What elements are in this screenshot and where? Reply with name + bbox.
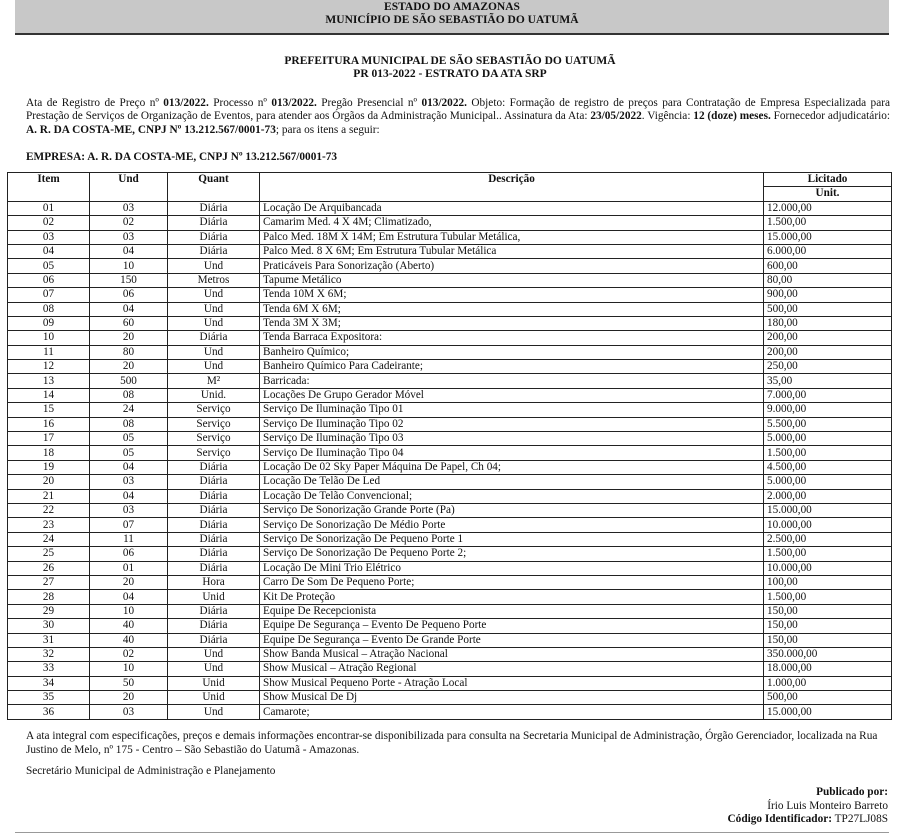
table-row (8, 388, 892, 402)
cell-item: 04 (8, 244, 90, 258)
table-row (8, 374, 892, 388)
table-row (8, 345, 892, 359)
cell-valor: 15.000,00 (764, 705, 892, 719)
cell-quant: Diária (168, 201, 260, 215)
table-header-row (8, 173, 892, 187)
table-row (8, 575, 892, 589)
cell-und: 07 (90, 518, 168, 532)
cell-und: 03 (90, 475, 168, 489)
cell-item: 20 (8, 475, 90, 489)
cell-descricao: Serviço De Iluminação Tipo 02 (260, 417, 764, 431)
cell-descricao: Palco Med. 8 X 6M; Em Estrutura Tubular Metálica (260, 244, 764, 258)
table-row (8, 288, 892, 302)
secretary-title: Secretário Municipal de Administração e Planejamento (26, 765, 276, 777)
cell-quant: Unid (168, 590, 260, 604)
cell-item: 10 (8, 331, 90, 345)
intro-text-5: . Vigência: (641, 110, 694, 123)
cell-und: 03 (90, 503, 168, 517)
cell-quant: Diária (168, 633, 260, 647)
cell-descricao: Carro De Som De Pequeno Porte; (260, 575, 764, 589)
cell-item: 14 (8, 388, 90, 402)
cell-valor: 2.000,00 (764, 489, 892, 503)
cell-quant: Metros (168, 273, 260, 287)
assinatura-date: 23/05/2022 (590, 110, 642, 123)
cell-und: 20 (90, 331, 168, 345)
cell-und: 40 (90, 619, 168, 633)
cell-und: 05 (90, 446, 168, 460)
code-value: TP27LJ08S (834, 813, 888, 826)
table-row (8, 460, 892, 474)
cell-item: 30 (8, 619, 90, 633)
cell-und: 60 (90, 316, 168, 330)
cell-valor: 4.500,00 (764, 460, 892, 474)
cell-quant: Und (168, 259, 260, 273)
table-row (8, 619, 892, 633)
cell-item: 33 (8, 662, 90, 676)
cell-item: 21 (8, 489, 90, 503)
table-body (8, 201, 892, 719)
cell-item: 15 (8, 403, 90, 417)
title-line-2: PR 013-2022 - ESTRATO DA ATA SRP (353, 68, 547, 80)
cell-valor: 150,00 (764, 604, 892, 618)
cell-quant: Diária (168, 518, 260, 532)
cell-quant: M² (168, 374, 260, 388)
cell-und: 06 (90, 547, 168, 561)
cell-item: 03 (8, 230, 90, 244)
cell-valor: 900,00 (764, 288, 892, 302)
table-row (8, 604, 892, 618)
cell-und: 05 (90, 432, 168, 446)
intro-paragraph (26, 97, 890, 137)
table-row (8, 532, 892, 546)
cell-und: 08 (90, 417, 168, 431)
cell-valor: 6.000,00 (764, 244, 892, 258)
cell-descricao: Locação De 02 Sky Paper Máquina De Papel, Ch 04; (260, 460, 764, 474)
cell-valor: 1.500,00 (764, 446, 892, 460)
cell-quant: Serviço (168, 432, 260, 446)
table-row (8, 691, 892, 705)
cell-quant: Serviço (168, 417, 260, 431)
table-row (8, 360, 892, 374)
table-row (8, 647, 892, 661)
cell-und: 10 (90, 259, 168, 273)
cell-descricao: Serviço De Iluminação Tipo 04 (260, 446, 764, 460)
cell-valor: 1.500,00 (764, 547, 892, 561)
cell-und: 08 (90, 388, 168, 402)
cell-quant: Diária (168, 230, 260, 244)
cell-und: 04 (90, 590, 168, 604)
cell-item: 25 (8, 547, 90, 561)
table-row (8, 503, 892, 517)
cell-descricao: Serviço De Sonorização De Médio Porte (260, 518, 764, 532)
table-row (8, 518, 892, 532)
cell-quant: Und (168, 345, 260, 359)
cell-und: 04 (90, 244, 168, 258)
empresa-heading: EMPRESA: A. R. DA COSTA-ME, CNPJ Nº 13.212.567/0001-73 (26, 151, 338, 163)
published-by-label: Publicado por: (816, 786, 888, 798)
cell-quant: Und (168, 360, 260, 374)
code-label: Código Identificador: (727, 813, 833, 826)
table-row (8, 705, 892, 719)
cell-quant: Diária (168, 216, 260, 230)
cell-descricao: Serviço De Sonorização De Pequeno Porte 2; (260, 547, 764, 561)
document-title (0, 55, 900, 81)
cell-descricao: Tenda 10M X 6M; (260, 288, 764, 302)
cell-item: 07 (8, 288, 90, 302)
cell-item: 22 (8, 503, 90, 517)
table-row (8, 331, 892, 345)
cell-valor: 500,00 (764, 302, 892, 316)
cell-quant: Unid. (168, 388, 260, 402)
cell-valor: 5.000,00 (764, 475, 892, 489)
cell-quant: Und (168, 662, 260, 676)
cell-descricao: Show Musical De Dj (260, 691, 764, 705)
intro-text-6: Fornecedor adjudicatário: (770, 110, 891, 123)
cell-item: 06 (8, 273, 90, 287)
table-row (8, 230, 892, 244)
cell-item: 26 (8, 561, 90, 575)
table-row (8, 302, 892, 316)
cell-und: 04 (90, 489, 168, 503)
cell-valor: 250,00 (764, 360, 892, 374)
cell-und: 10 (90, 604, 168, 618)
cell-valor: 200,00 (764, 331, 892, 345)
cell-valor: 150,00 (764, 619, 892, 633)
table-row (8, 489, 892, 503)
header-licitado: Licitado (764, 173, 892, 187)
cell-quant: Diária (168, 532, 260, 546)
cell-item: 05 (8, 259, 90, 273)
cell-descricao: Banheiro Químico Para Cadeirante; (260, 360, 764, 374)
table-row (8, 201, 892, 215)
cell-quant: Und (168, 647, 260, 661)
cell-descricao: Serviço De Iluminação Tipo 03 (260, 432, 764, 446)
cell-quant: Serviço (168, 446, 260, 460)
cell-quant: Diária (168, 604, 260, 618)
intro-text-7: ; para os itens a seguir: (275, 123, 380, 136)
cell-valor: 5.500,00 (764, 417, 892, 431)
table-row (8, 403, 892, 417)
cell-und: 01 (90, 561, 168, 575)
title-line-1: PREFEITURA MUNICIPAL DE SÃO SEBASTIÃO DO UATUMÃ (284, 55, 616, 67)
cell-descricao: Show Banda Musical – Atração Nacional (260, 647, 764, 661)
cell-und: 03 (90, 705, 168, 719)
cell-quant: Diária (168, 475, 260, 489)
cell-item: 24 (8, 532, 90, 546)
cell-descricao: Tapume Metálico (260, 273, 764, 287)
cell-descricao: Camarim Med. 4 X 4M; Climatizado, (260, 216, 764, 230)
cell-quant: Diária (168, 460, 260, 474)
table-row (8, 216, 892, 230)
cell-item: 28 (8, 590, 90, 604)
bottom-divider (15, 832, 889, 833)
cell-descricao: Banheiro Químico; (260, 345, 764, 359)
cell-valor: 200,00 (764, 345, 892, 359)
cell-descricao: Serviço De Sonorização De Pequeno Porte 1 (260, 532, 764, 546)
cell-item: 16 (8, 417, 90, 431)
cell-valor: 7.000,00 (764, 388, 892, 402)
cell-descricao: Barricada: (260, 374, 764, 388)
cell-descricao: Locações De Grupo Gerador Móvel (260, 388, 764, 402)
cell-descricao: Locação De Telão Convencional; (260, 489, 764, 503)
cell-quant: Serviço (168, 403, 260, 417)
cell-descricao: Locação De Mini Trio Elétrico (260, 561, 764, 575)
cell-quant: Diária (168, 619, 260, 633)
cell-und: 50 (90, 676, 168, 690)
header-item: Item (8, 173, 90, 202)
intro-text-1: Ata de Registro de Preço nº (26, 97, 164, 109)
cell-valor: 1.500,00 (764, 216, 892, 230)
cell-und: 40 (90, 633, 168, 647)
cell-valor: 180,00 (764, 316, 892, 330)
processo-number: 013/2022. (271, 97, 317, 109)
cell-valor: 15.000,00 (764, 503, 892, 517)
cell-und: 10 (90, 662, 168, 676)
cell-quant: Unid (168, 691, 260, 705)
cell-quant: Und (168, 302, 260, 316)
cell-item: 19 (8, 460, 90, 474)
cell-und: 04 (90, 460, 168, 474)
cell-und: 20 (90, 360, 168, 374)
cell-quant: Und (168, 316, 260, 330)
header-descricao: Descrição (260, 173, 764, 202)
cell-und: 06 (90, 288, 168, 302)
cell-valor: 35,00 (764, 374, 892, 388)
cell-item: 08 (8, 302, 90, 316)
cell-item: 31 (8, 633, 90, 647)
cell-valor: 1.000,00 (764, 676, 892, 690)
cell-quant: Diária (168, 503, 260, 517)
footer-note: A ata integral com especificações, preços e demais informações encontrar-se disponibilizada para consulta na Secretaria Municipal de Administração, Órgão Gerenciador, localizada na Rua Justino de Melo, nº 175 - Centro – São Sebastião do Uatumã - Amazonas. (26, 730, 878, 756)
cell-und: 80 (90, 345, 168, 359)
cell-quant: Diária (168, 489, 260, 503)
cell-descricao: Camarote; (260, 705, 764, 719)
cell-item: 09 (8, 316, 90, 330)
cell-item: 32 (8, 647, 90, 661)
cell-descricao: Tenda 6M X 6M; (260, 302, 764, 316)
cell-descricao: Serviço De Iluminação Tipo 01 (260, 403, 764, 417)
table-row (8, 547, 892, 561)
header-quant: Quant (168, 173, 260, 202)
header-band (15, 0, 889, 35)
table-row (8, 662, 892, 676)
publication-block (728, 786, 888, 827)
table-row (8, 417, 892, 431)
cell-valor: 10.000,00 (764, 518, 892, 532)
cell-descricao: Serviço De Sonorização Grande Porte (Pa) (260, 503, 764, 517)
cell-descricao: Show Musical – Atração Regional (260, 662, 764, 676)
table-row (8, 633, 892, 647)
cell-descricao: Equipe De Segurança – Evento De Grande Porte (260, 633, 764, 647)
vigencia: 12 (doze) meses. (693, 110, 771, 123)
table-row (8, 676, 892, 690)
cell-descricao: Tenda Barraca Expositora: (260, 331, 764, 345)
cell-und: 500 (90, 374, 168, 388)
table-row (8, 244, 892, 258)
cell-descricao: Tenda 3M X 3M; (260, 316, 764, 330)
cell-valor: 1.500,00 (764, 590, 892, 604)
header-und: Und (90, 173, 168, 202)
state-name: ESTADO DO AMAZONAS (384, 1, 520, 13)
cell-valor: 150,00 (764, 633, 892, 647)
ata-number: 013/2022. (163, 97, 209, 109)
cell-quant: Unid (168, 676, 260, 690)
cell-und: 02 (90, 216, 168, 230)
cell-und: 150 (90, 273, 168, 287)
cell-und: 24 (90, 403, 168, 417)
cell-item: 35 (8, 691, 90, 705)
cell-quant: Diária (168, 331, 260, 345)
cell-valor: 9.000,00 (764, 403, 892, 417)
fornecedor: A. R. DA COSTA-ME, CNPJ Nº 13.212.567/0001-73 (26, 123, 276, 136)
table-row (8, 561, 892, 575)
publisher-name: Írio Luis Monteiro Barreto (767, 799, 888, 812)
cell-item: 34 (8, 676, 90, 690)
table-row (8, 475, 892, 489)
intro-text-2: Processo nº (208, 97, 272, 109)
cell-quant: Und (168, 288, 260, 302)
cell-descricao: Equipe De Recepcionista (260, 604, 764, 618)
cell-valor: 2.500,00 (764, 532, 892, 546)
cell-descricao: Kit De Proteção (260, 590, 764, 604)
cell-valor: 10.000,00 (764, 561, 892, 575)
pregao-number: 013/2022. (421, 97, 467, 109)
cell-descricao: Locação De Arquibancada (260, 201, 764, 215)
table-row (8, 432, 892, 446)
municipality-name: MUNICÍPIO DE SÃO SEBASTIÃO DO UATUMÃ (325, 14, 579, 26)
table-row (8, 273, 892, 287)
cell-descricao: Show Musical Pequeno Porte - Atração Local (260, 676, 764, 690)
cell-valor: 600,00 (764, 259, 892, 273)
cell-quant: Diária (168, 244, 260, 258)
cell-item: 36 (8, 705, 90, 719)
cell-valor: 18.000,00 (764, 662, 892, 676)
header-unit: Unit. (764, 187, 892, 201)
cell-item: 01 (8, 201, 90, 215)
cell-item: 12 (8, 360, 90, 374)
cell-item: 18 (8, 446, 90, 460)
cell-item: 27 (8, 575, 90, 589)
cell-item: 17 (8, 432, 90, 446)
cell-item: 29 (8, 604, 90, 618)
cell-valor: 5.000,00 (764, 432, 892, 446)
cell-quant: Diária (168, 547, 260, 561)
items-table (7, 172, 892, 720)
cell-descricao: Equipe De Segurança – Evento De Pequeno Porte (260, 619, 764, 633)
table-row (8, 316, 892, 330)
cell-descricao: Praticáveis Para Sonorização (Aberto) (260, 259, 764, 273)
cell-descricao: Palco Med. 18M X 14M; Em Estrutura Tubular Metálica, (260, 230, 764, 244)
cell-valor: 100,00 (764, 575, 892, 589)
cell-item: 02 (8, 216, 90, 230)
cell-item: 11 (8, 345, 90, 359)
cell-valor: 500,00 (764, 691, 892, 705)
cell-valor: 12.000,00 (764, 201, 892, 215)
cell-und: 11 (90, 532, 168, 546)
intro-text-3: Pregão Presencial nº (316, 97, 422, 109)
table-row (8, 259, 892, 273)
cell-item: 23 (8, 518, 90, 532)
cell-und: 03 (90, 201, 168, 215)
cell-und: 04 (90, 302, 168, 316)
intro-text-4: Objeto: Formação de registro de preços para Contratação de Empresa Especializada para Prestação de Serviços de Organização de Eventos, para atender aos Órgãos da Administração Municipal.. Assinatura da Ata: (26, 97, 890, 123)
cell-quant: Und (168, 705, 260, 719)
cell-und: 20 (90, 575, 168, 589)
table-row (8, 590, 892, 604)
cell-und: 03 (90, 230, 168, 244)
cell-valor: 80,00 (764, 273, 892, 287)
cell-valor: 15.000,00 (764, 230, 892, 244)
cell-quant: Diária (168, 561, 260, 575)
cell-descricao: Locação De Telão De Led (260, 475, 764, 489)
cell-valor: 350.000,00 (764, 647, 892, 661)
table-row (8, 446, 892, 460)
cell-und: 20 (90, 691, 168, 705)
cell-item: 13 (8, 374, 90, 388)
cell-und: 02 (90, 647, 168, 661)
cell-quant: Hora (168, 575, 260, 589)
